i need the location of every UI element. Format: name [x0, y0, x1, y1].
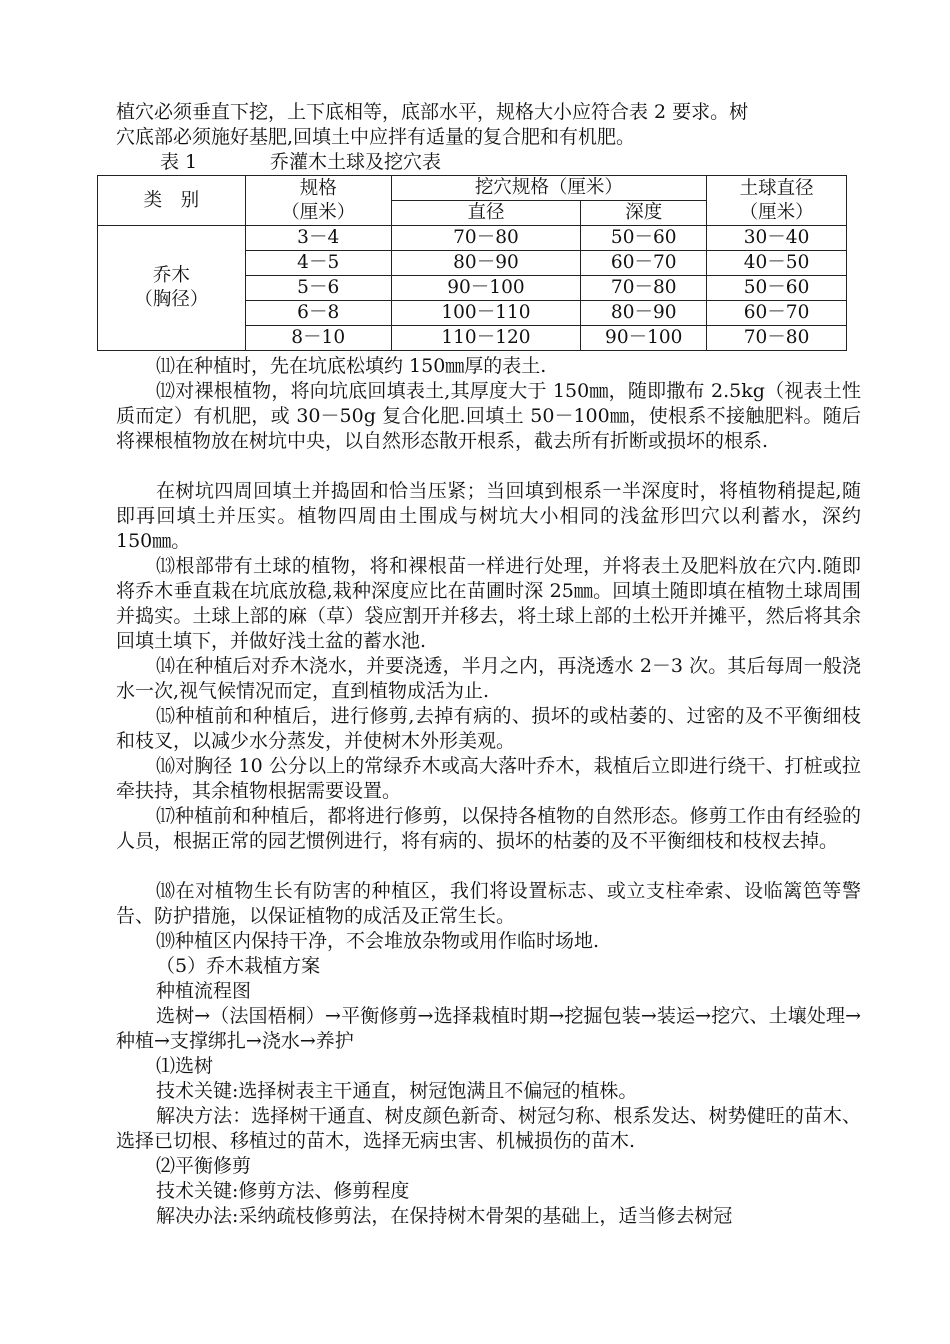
- cell-depth: 80－90: [581, 301, 707, 326]
- cell-diameter: 90－100: [391, 276, 581, 301]
- header-spec: [245, 176, 391, 226]
- header-diameter: 直径: [391, 201, 581, 226]
- header-category: 类 别: [98, 176, 246, 226]
- category-name: 乔木: [152, 265, 190, 286]
- header-ball: [707, 176, 847, 226]
- cell-ball: 30－40: [707, 226, 847, 251]
- category-cell: [98, 226, 246, 351]
- cell-ball: 60－70: [707, 301, 847, 326]
- header-pit: 挖穴规格（厘米）: [391, 176, 707, 201]
- flow-paragraph: 选树→（法国梧桐）→平衡修剪→选择栽植时期→挖掘包装→装运→挖穴、土壤处理→种植→支撑绑扎→浇水→养护: [116, 1005, 861, 1052]
- paragraph-11: ⑾在种植时，先在坑底松填约 150㎜厚的表土.: [156, 355, 547, 377]
- cell-ball: 70－80: [707, 326, 847, 351]
- intro-paragraph: [116, 100, 861, 150]
- header-spec-unit: （厘米）: [281, 201, 356, 223]
- step-2-key: 技术关键:修剪方法、修剪程度: [156, 1180, 410, 1202]
- header-ball-label: 土球直径: [739, 177, 814, 199]
- cell-depth: 50－60: [581, 226, 707, 251]
- pit-spec-table: [97, 175, 847, 351]
- cell-spec: 5－6: [245, 276, 391, 301]
- cell-depth: 60－70: [581, 251, 707, 276]
- paragraph-15: ⒂种植前和种植后，进行修剪,去掉有病的、损坏的或枯萎的、过密的及不平衡细枝和枝叉，以减少水分蒸发，并使树木外形美观。: [116, 705, 861, 752]
- section-5-heading: （5）乔木栽植方案: [156, 955, 321, 977]
- paragraph-14: ⒁在种植后对乔木浇水，并要浇透，半月之内，再浇透水 2－3 次。其后每周一般浇水一次,视气候情况而定，直到植物成活为止.: [116, 655, 861, 702]
- cell-spec: 8－10: [245, 326, 391, 351]
- table-caption: [160, 150, 441, 174]
- paragraph-19: ⒆种植区内保持干净，不会堆放杂物或用作临时场地.: [156, 930, 600, 952]
- flow-title: 种植流程图: [156, 980, 252, 1002]
- paragraph-12b: 在树坑四周回填土并捣固和恰当压紧；当回填到根系一半深度时，将植物稍提起,随即再回填土并压实。植物四周由土围成与树坑大小相同的浅盆形凹穴以利蓄水，深约 150㎜。: [116, 480, 861, 552]
- paragraph-12: ⑿对裸根植物，将向坑底回填表土,其厚度大于 150㎜，随即撒布 2.5kg（视表土性质而定）有机肥，或 30－50g 复合化肥.回填土 50－100㎜，使根系不接触肥料。随后将裸根植物放在树坑中央，以自然形态散开根系，截去所有折断或损坏的根系.: [116, 380, 861, 452]
- step-2-heading: ⑵平衡修剪: [156, 1155, 252, 1177]
- step-1-key: 技术关键:选择树表主干通直，树冠饱满且不偏冠的植株。: [156, 1080, 638, 1102]
- header-ball-unit: （厘米）: [739, 201, 814, 223]
- paragraph-16: ⒃对胸径 10 公分以上的常绿乔木或高大落叶乔木，栽植后立即进行绕干、打桩或拉牵扶持，其余植物根据需要设置。: [116, 755, 861, 802]
- cell-depth: 90－100: [581, 326, 707, 351]
- cell-diameter: 100－110: [391, 301, 581, 326]
- table-header-row: [98, 176, 847, 201]
- intro-line-1: 植穴必须垂直下挖，上下底相等，底部水平，规格大小应符合表 2 要求。树: [116, 101, 749, 123]
- paragraph-13: ⒀根部带有土球的植物，将和裸根苗一样进行处理，并将表土及肥料放在穴内.随即将乔木垂直栽在坑底放稳,栽种深度应比在苗圃时深 25㎜。回填土随即填在植物土球周围并捣实。土球上部的麻（草）袋应割开并移去，将土球上部的土松开并摊平，然后将其余回填土填下，并做好浅土盆的蓄水池.: [116, 555, 861, 652]
- cell-spec: 4－5: [245, 251, 391, 276]
- step-1-heading: ⑴选树: [156, 1055, 214, 1077]
- cell-depth: 70－80: [581, 276, 707, 301]
- table-row: [98, 226, 847, 251]
- cell-diameter: 80－90: [391, 251, 581, 276]
- cell-ball: 50－60: [707, 276, 847, 301]
- intro-line-2: 穴底部必须施好基肥,回填土中应拌有适量的复合肥和有机肥。: [116, 126, 636, 148]
- header-depth: 深度: [581, 201, 707, 226]
- paragraph-17: ⒄种植前和种植后，都将进行修剪，以保持各植物的自然形态。修剪工作由有经验的人员，根据正常的园艺惯例进行，将有病的、损坏的枯萎的及不平衡细枝和枝杈去掉。: [116, 805, 861, 852]
- table-title: 乔灌木土球及挖穴表: [270, 151, 442, 173]
- header-spec-label: 规格: [299, 177, 337, 199]
- paragraph-18: ⒅在对植物生长有防害的种植区，我们将设置标志、或立支柱牵索、设临篱笆等警告、防护措施，以保证植物的成活及正常生长。: [116, 880, 861, 927]
- category-sub: （胸径）: [134, 289, 209, 310]
- step-1-solution: 解决方法：选择树干通直、树皮颜色新奇、树冠匀称、根系发达、树势健旺的苗木、选择已切根、移植过的苗木，选择无病虫害、机械损伤的苗木.: [116, 1105, 861, 1152]
- cell-diameter: 110－120: [391, 326, 581, 351]
- cell-spec: 6－8: [245, 301, 391, 326]
- cell-diameter: 70－80: [391, 226, 581, 251]
- cell-ball: 40－50: [707, 251, 847, 276]
- table-label: 表 1: [160, 151, 198, 173]
- cell-spec: 3－4: [245, 226, 391, 251]
- step-2-solution: 解决办法:采纳疏枝修剪法，在保持树木骨架的基础上，适当修去树冠: [156, 1205, 733, 1227]
